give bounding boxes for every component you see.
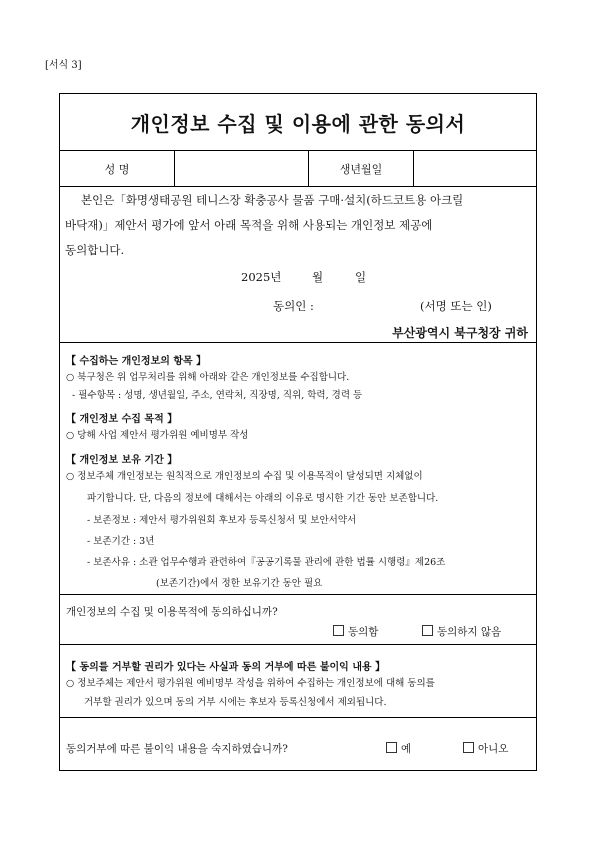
name-label: 성 명 [60,151,175,186]
no-option[interactable] [463,741,508,756]
date-month: 월 [312,270,324,284]
purpose-line-1: ○ 당해 사업 제안서 평가위원 예비명부 작성 [66,430,249,441]
no-label: 아니오 [478,743,509,755]
agree-option[interactable] [333,624,378,639]
purpose-heading: 【 개인정보 수집 목적 】 [66,414,178,425]
retention-line-1: ○ 정보주체 개인정보는 원칙적으로 개인정보의 수집 및 이용목적이 달성되면 지체없이 [66,471,423,482]
intro-line-1: 본인은「화명생태공원 테니스장 확충공사 물품 구매·설치(하드코트용 아크릴 [81,193,464,207]
refusal-rights-section [60,645,536,718]
retention-item-1: - 보존정보 : 제안서 평가위원회 후보자 등록신청서 및 보안서약서 [87,515,357,526]
disagree-option[interactable] [422,624,501,639]
birth-field[interactable] [414,151,536,186]
yes-option[interactable] [386,741,411,756]
retention-heading: 【 개인정보 보유 기간 】 [66,455,178,466]
consent-form [59,93,537,771]
refusal-line-2: 거부할 권리가 있으며 동의 거부 시에는 후보자 등록신청에서 제외됩니다. [84,697,387,708]
privacy-info-section [60,343,536,595]
disagree-checkbox[interactable] [422,625,433,636]
retention-line-2: 파기합니다. 단, 다음의 정보에 대해서는 아래의 이유로 명시한 기간 동안 보존합니다. [87,493,439,504]
name-field[interactable] [175,151,309,186]
name-birth-row [60,151,536,187]
date-year: 2025년 [241,270,282,284]
agree-label: 동의함 [348,626,379,638]
form-title: 개인정보 수집 및 이용에 관한 동의서 [60,94,536,151]
retention-item-2: - 보존기간 : 3년 [87,536,155,547]
acknowledge-question: 동의거부에 따른 불이익 내용을 숙지하였습니까? [66,743,288,755]
yes-label: 예 [401,743,412,755]
intro-line-3: 동의합니다. [65,243,125,257]
consent-question: 개인정보의 수집 및 이용목적에 동의하십니까? [66,606,278,618]
date-day: 일 [355,270,367,284]
no-checkbox[interactable] [463,742,474,753]
items-heading: 【 수집하는 개인정보의 항목 】 [66,356,207,367]
form-number-label: [서식 3] [45,60,82,71]
birth-label: 생년월일 [309,151,414,186]
acknowledge-question-section [60,718,536,776]
sign-note: (서명 또는 인) [420,299,492,313]
disagree-label: 동의하지 않음 [437,626,502,638]
intro-line-2: 바닥재)」제안서 평가에 앞서 아래 목적을 위해 사용되는 개인정보 제공에 [65,218,433,232]
items-line-2: - 필수항목 : 성명, 생년월일, 주소, 연락처, 직장명, 직위, 학력, 경력 등 [72,390,363,401]
signer-label: 동의인 : [273,299,314,313]
refusal-heading: 【 동의를 거부할 권리가 있다는 사실과 동의 거부에 따른 불이익 내용 】 [66,662,386,673]
consent-statement-section [60,187,536,343]
agree-checkbox[interactable] [333,625,344,636]
yes-checkbox[interactable] [386,742,397,753]
retention-item-3b: (보존기간)에서 정한 보유기간 동안 필요 [156,578,323,589]
addressee: 부산광역시 북구청장 귀하 [392,326,528,340]
retention-item-3a: - 보존사유 : 소관 업무수행과 관련하여『공공기록물 관리에 관한 법률 시행령』제26조 [87,557,446,568]
consent-question-section [60,595,536,645]
refusal-line-1: ○ 정보주체는 제안서 평가위원 예비명부 작성을 위하여 수집하는 개인정보에 대해 동의를 [66,678,435,689]
items-line-1: ○ 북구청은 위 업무처리를 위해 아래와 같은 개인정보를 수집합니다. [66,372,350,383]
